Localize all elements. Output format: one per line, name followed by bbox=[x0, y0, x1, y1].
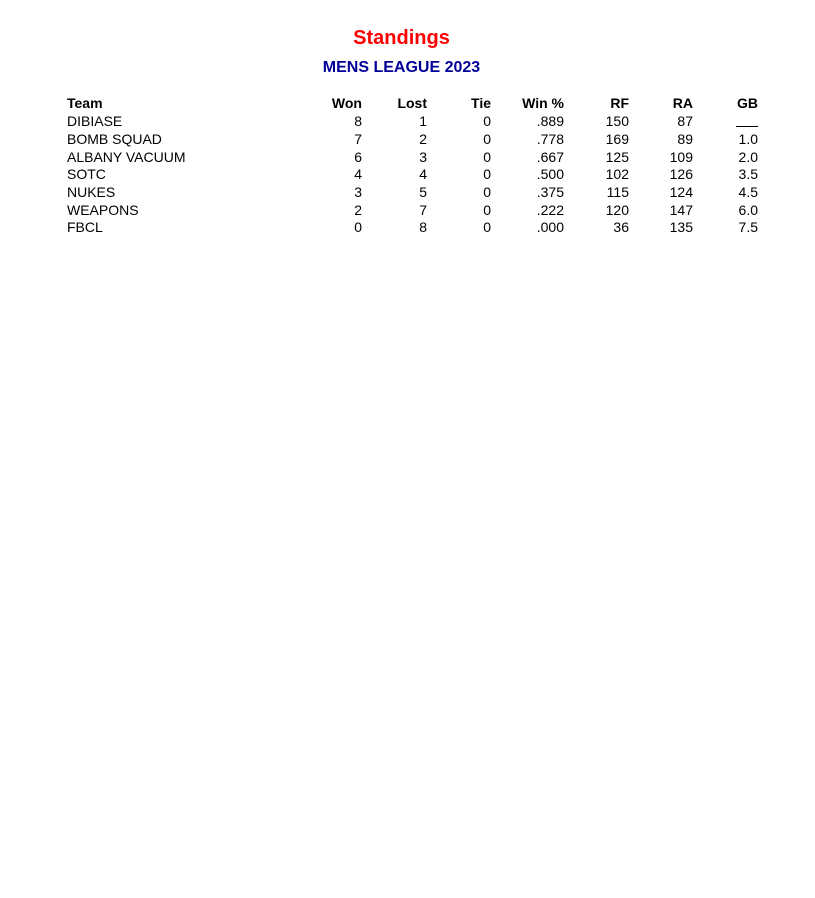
lost-cell: 4 bbox=[419, 166, 427, 183]
lost-cell: 2 bbox=[419, 131, 427, 148]
gb-cell: 4.5 bbox=[738, 184, 758, 201]
lost-cell: 8 bbox=[419, 219, 427, 236]
gb-cell: 3.5 bbox=[738, 166, 758, 183]
column-header-rf: RF bbox=[610, 95, 629, 112]
tie-cell: 0 bbox=[483, 148, 491, 165]
rf-cell: 120 bbox=[605, 201, 629, 218]
ra-cell: 89 bbox=[677, 131, 693, 148]
win-pct-cell: .222 bbox=[536, 201, 564, 218]
lost-cell: 5 bbox=[419, 184, 427, 201]
team-name: FBCL bbox=[67, 219, 103, 236]
win-pct-cell: .375 bbox=[536, 184, 564, 201]
column-header-won: Won bbox=[331, 95, 362, 112]
tie-cell: 0 bbox=[483, 219, 491, 236]
won-cell: 8 bbox=[354, 113, 362, 130]
ra-cell: 126 bbox=[669, 166, 693, 183]
table-row bbox=[65, 131, 758, 149]
win-pct-cell: .778 bbox=[536, 131, 564, 148]
gb-cell: 6.0 bbox=[738, 201, 758, 218]
gb-cell: 7.5 bbox=[738, 219, 758, 236]
gb-cell bbox=[693, 113, 758, 131]
ra-cell: 109 bbox=[669, 148, 693, 165]
rf-cell: 150 bbox=[605, 113, 629, 130]
tie-cell: 0 bbox=[483, 166, 491, 183]
tie-cell: 0 bbox=[483, 113, 491, 130]
tie-cell: 0 bbox=[483, 201, 491, 218]
table-row bbox=[65, 148, 758, 166]
team-name: NUKES bbox=[67, 184, 116, 201]
ra-cell: 147 bbox=[669, 201, 693, 218]
win-pct-cell: .500 bbox=[536, 166, 564, 183]
page-title: Standings bbox=[353, 27, 450, 49]
rf-cell: 125 bbox=[605, 148, 629, 165]
table-row bbox=[65, 201, 758, 219]
column-header-win-pct: Win % bbox=[522, 95, 564, 112]
lost-cell: 7 bbox=[419, 201, 427, 218]
lost-cell: 1 bbox=[419, 113, 427, 130]
table-row bbox=[65, 184, 758, 202]
gb-cell: 2.0 bbox=[738, 148, 758, 165]
won-cell: 3 bbox=[354, 184, 362, 201]
column-header-gb: GB bbox=[737, 95, 758, 112]
tie-cell: 0 bbox=[483, 184, 491, 201]
rf-cell: 36 bbox=[613, 219, 629, 236]
ra-cell: 135 bbox=[669, 219, 693, 236]
team-name: ALBANY VACUUM bbox=[67, 148, 186, 165]
ra-cell: 124 bbox=[669, 184, 693, 201]
tie-cell: 0 bbox=[483, 131, 491, 148]
team-name: WEAPONS bbox=[67, 201, 139, 218]
rf-cell: 102 bbox=[605, 166, 629, 183]
table-row bbox=[65, 166, 758, 184]
won-cell: 0 bbox=[354, 219, 362, 236]
win-pct-cell: .889 bbox=[536, 113, 564, 130]
win-pct-cell: .000 bbox=[536, 219, 564, 236]
standings-header bbox=[65, 95, 758, 113]
header-row bbox=[65, 95, 758, 113]
column-header-lost: Lost bbox=[397, 95, 427, 112]
table-row bbox=[65, 219, 758, 237]
gb-leader-blank bbox=[736, 113, 758, 127]
won-cell: 7 bbox=[354, 131, 362, 148]
rf-cell: 169 bbox=[605, 131, 629, 148]
league-subtitle: MENS LEAGUE 2023 bbox=[322, 59, 481, 76]
ra-cell: 87 bbox=[677, 113, 693, 130]
team-name: BOMB SQUAD bbox=[67, 131, 162, 148]
table-row bbox=[65, 113, 758, 131]
won-cell: 6 bbox=[354, 148, 362, 165]
team-name: DIBIASE bbox=[67, 113, 123, 130]
rf-cell: 115 bbox=[606, 184, 629, 201]
lost-cell: 3 bbox=[419, 148, 427, 165]
team-name: SOTC bbox=[67, 166, 106, 183]
column-header-ra: RA bbox=[672, 95, 693, 112]
won-cell: 4 bbox=[354, 166, 362, 183]
gb-cell: 1.0 bbox=[738, 131, 758, 148]
column-header-tie: Tie bbox=[471, 95, 491, 112]
standings-table bbox=[65, 95, 758, 237]
standings-body bbox=[65, 113, 758, 237]
win-pct-cell: .667 bbox=[536, 148, 564, 165]
won-cell: 2 bbox=[354, 201, 362, 218]
column-header-team: Team bbox=[67, 95, 103, 112]
